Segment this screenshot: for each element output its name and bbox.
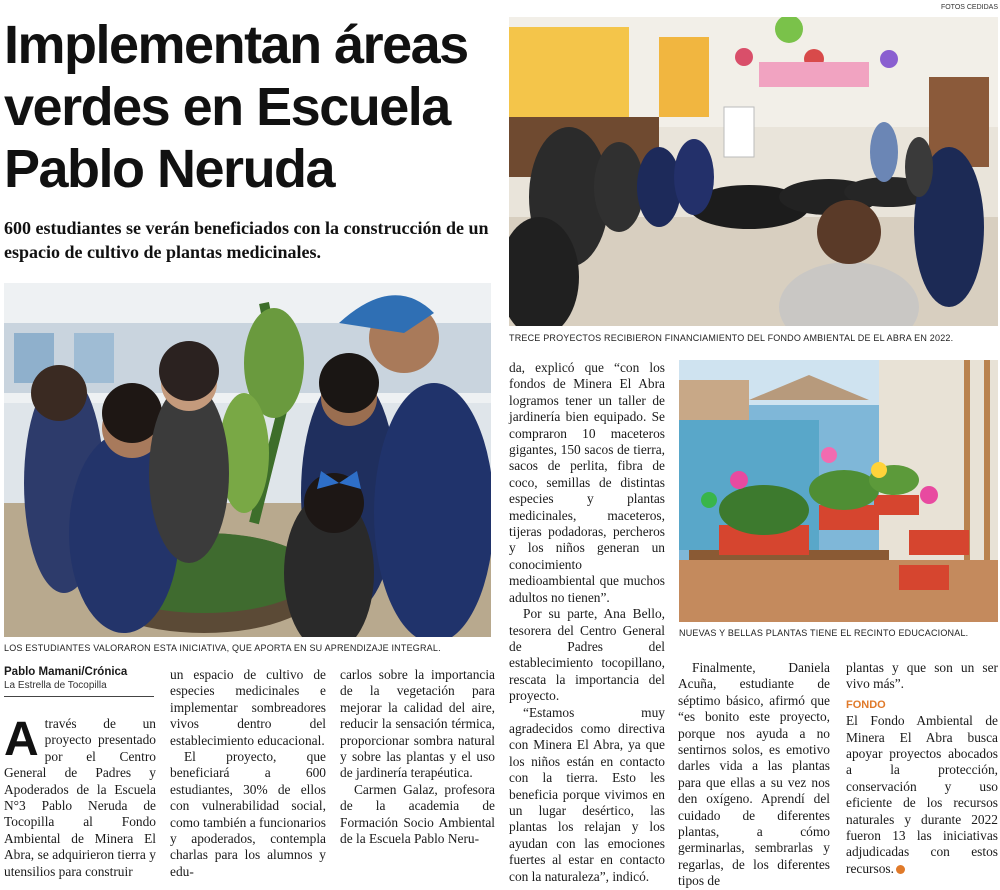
column-2-para-1: un espacio de cultivo de especies medicinales e implementar sombreadores vivos dentro del establecimiento educacional. [170, 667, 326, 748]
byline-author: Pablo Mamani/Crónica [4, 666, 128, 678]
end-mark-icon [896, 865, 905, 874]
plants-photo [679, 360, 998, 622]
column-4-para-2: Por su parte, Ana Bello, tesorera del Centro General de Padres del establecimiento tocopillano, rescata la importancia del proyecto. [509, 606, 665, 704]
column-2-para-2: El proyecto, que beneficiará a 600 estudiantes, 30% de ellos con vulnerabilidad social, como también a funcionarios y apoderados, contempla charlas para los alumnos y edu- [170, 749, 326, 879]
column-6-para-1: plantas y que son un ser vivo más”. [846, 660, 998, 692]
column-3-para-2: Carmen Galaz, profesora de la academia de Formación Socio Ambiental de la Escuela Pablo Neru- [340, 781, 495, 847]
sidebar-heading: FONDO [846, 698, 886, 711]
column-6 [846, 660, 998, 877]
photo-credit: FOTOS CEDIDAS [940, 4, 998, 11]
deck: 600 estudiantes se verán beneficiados con la construcción de un espacio de cultivo de plantas medicinales. [4, 218, 489, 262]
meeting-photo [509, 17, 998, 326]
column-1 [4, 713, 156, 880]
students-photo [4, 283, 491, 637]
column-4 [509, 360, 665, 885]
column-4-para-1: da, explicó que “con los fondos de Minera El Abra logramos tener un taller de jardinería bien equipado. Se compraron 10 maceteros gigantes, 150 sacos de tierra, sacos de perlita, fibra de coco, semillas de distintas especies y plantas medicinales, maceteros, tijeras podadoras, percheros y los niños generan un conocimiento medioambiental que muchos adultos no tienen”. [509, 360, 665, 605]
byline-publication: La Estrella de Tocopilla [4, 680, 107, 691]
drop-cap: A [4, 713, 39, 766]
column-3 [340, 667, 495, 847]
column-1-text: través de un proyecto presentado por el Centro General de Padres y Apoderados de la Escuela N°3 Pablo Neruda de Tocopilla al Fondo Ambiental de Minera El Abra, se adquirieron tierra y utensilios para construir [4, 716, 156, 879]
column-4-para-3: “Estamos muy agradecidos como directiva con Minera El Abra, ya que los niños están en contacto con la tierra. Esto les beneficia porque vivimos en un lugar desértico, las plantas los relajan y los ayudan con las emociones fuertes al estar en contacto con la naturaleza”, indicó. [509, 704, 665, 884]
caption-meeting: TRECE PROYECTOS RECIBIERON FINANCIAMIENTO DEL FONDO AMBIENTAL DE EL ABRA EN 2022. [509, 333, 954, 343]
column-2 [170, 667, 326, 880]
column-6-para-2: El Fondo Ambiental de Minera El Abra busca apoyar proyectos abocados a la protección, conservación y uso eficiente de los recursos naturales y durante 2022 fueron 13 las iniciativas adjudicadas con estos recursos. [846, 713, 998, 876]
column-5-para: Finalmente, Daniela Acuña, estudiante de séptimo básico, afirmó que “es bonito este proyecto, porque nos ayuda a no sentirnos solos, es emotivo darles vida a las plantas para que ellas a su vez nos den oxígeno. Aprendí del cuidado de diferentes plantas, a cómo germinarlas, sembrarlas y regarlas, de los diferentes tipos de [678, 660, 830, 889]
byline-rule [4, 696, 154, 697]
headline: Implementan áreas verdes en Escuela Pablo Neruda [4, 15, 468, 199]
column-3-para-1: carlos sobre la importancia de la vegetación para mejorar la calidad del aire, reducir la sensación térmica, proporcionar sombra natural y sobre las plantas y el uso de jardinería terapéutica. [340, 667, 495, 781]
caption-students: LOS ESTUDIANTES VALORARON ESTA INICIATIVA, QUE APORTA EN SU APRENDIZAJE INTEGRAL. [4, 643, 441, 653]
caption-plants: NUEVAS Y BELLAS PLANTAS TIENE EL RECINTO EDUCACIONAL. [679, 628, 969, 638]
column-5 [678, 660, 830, 890]
